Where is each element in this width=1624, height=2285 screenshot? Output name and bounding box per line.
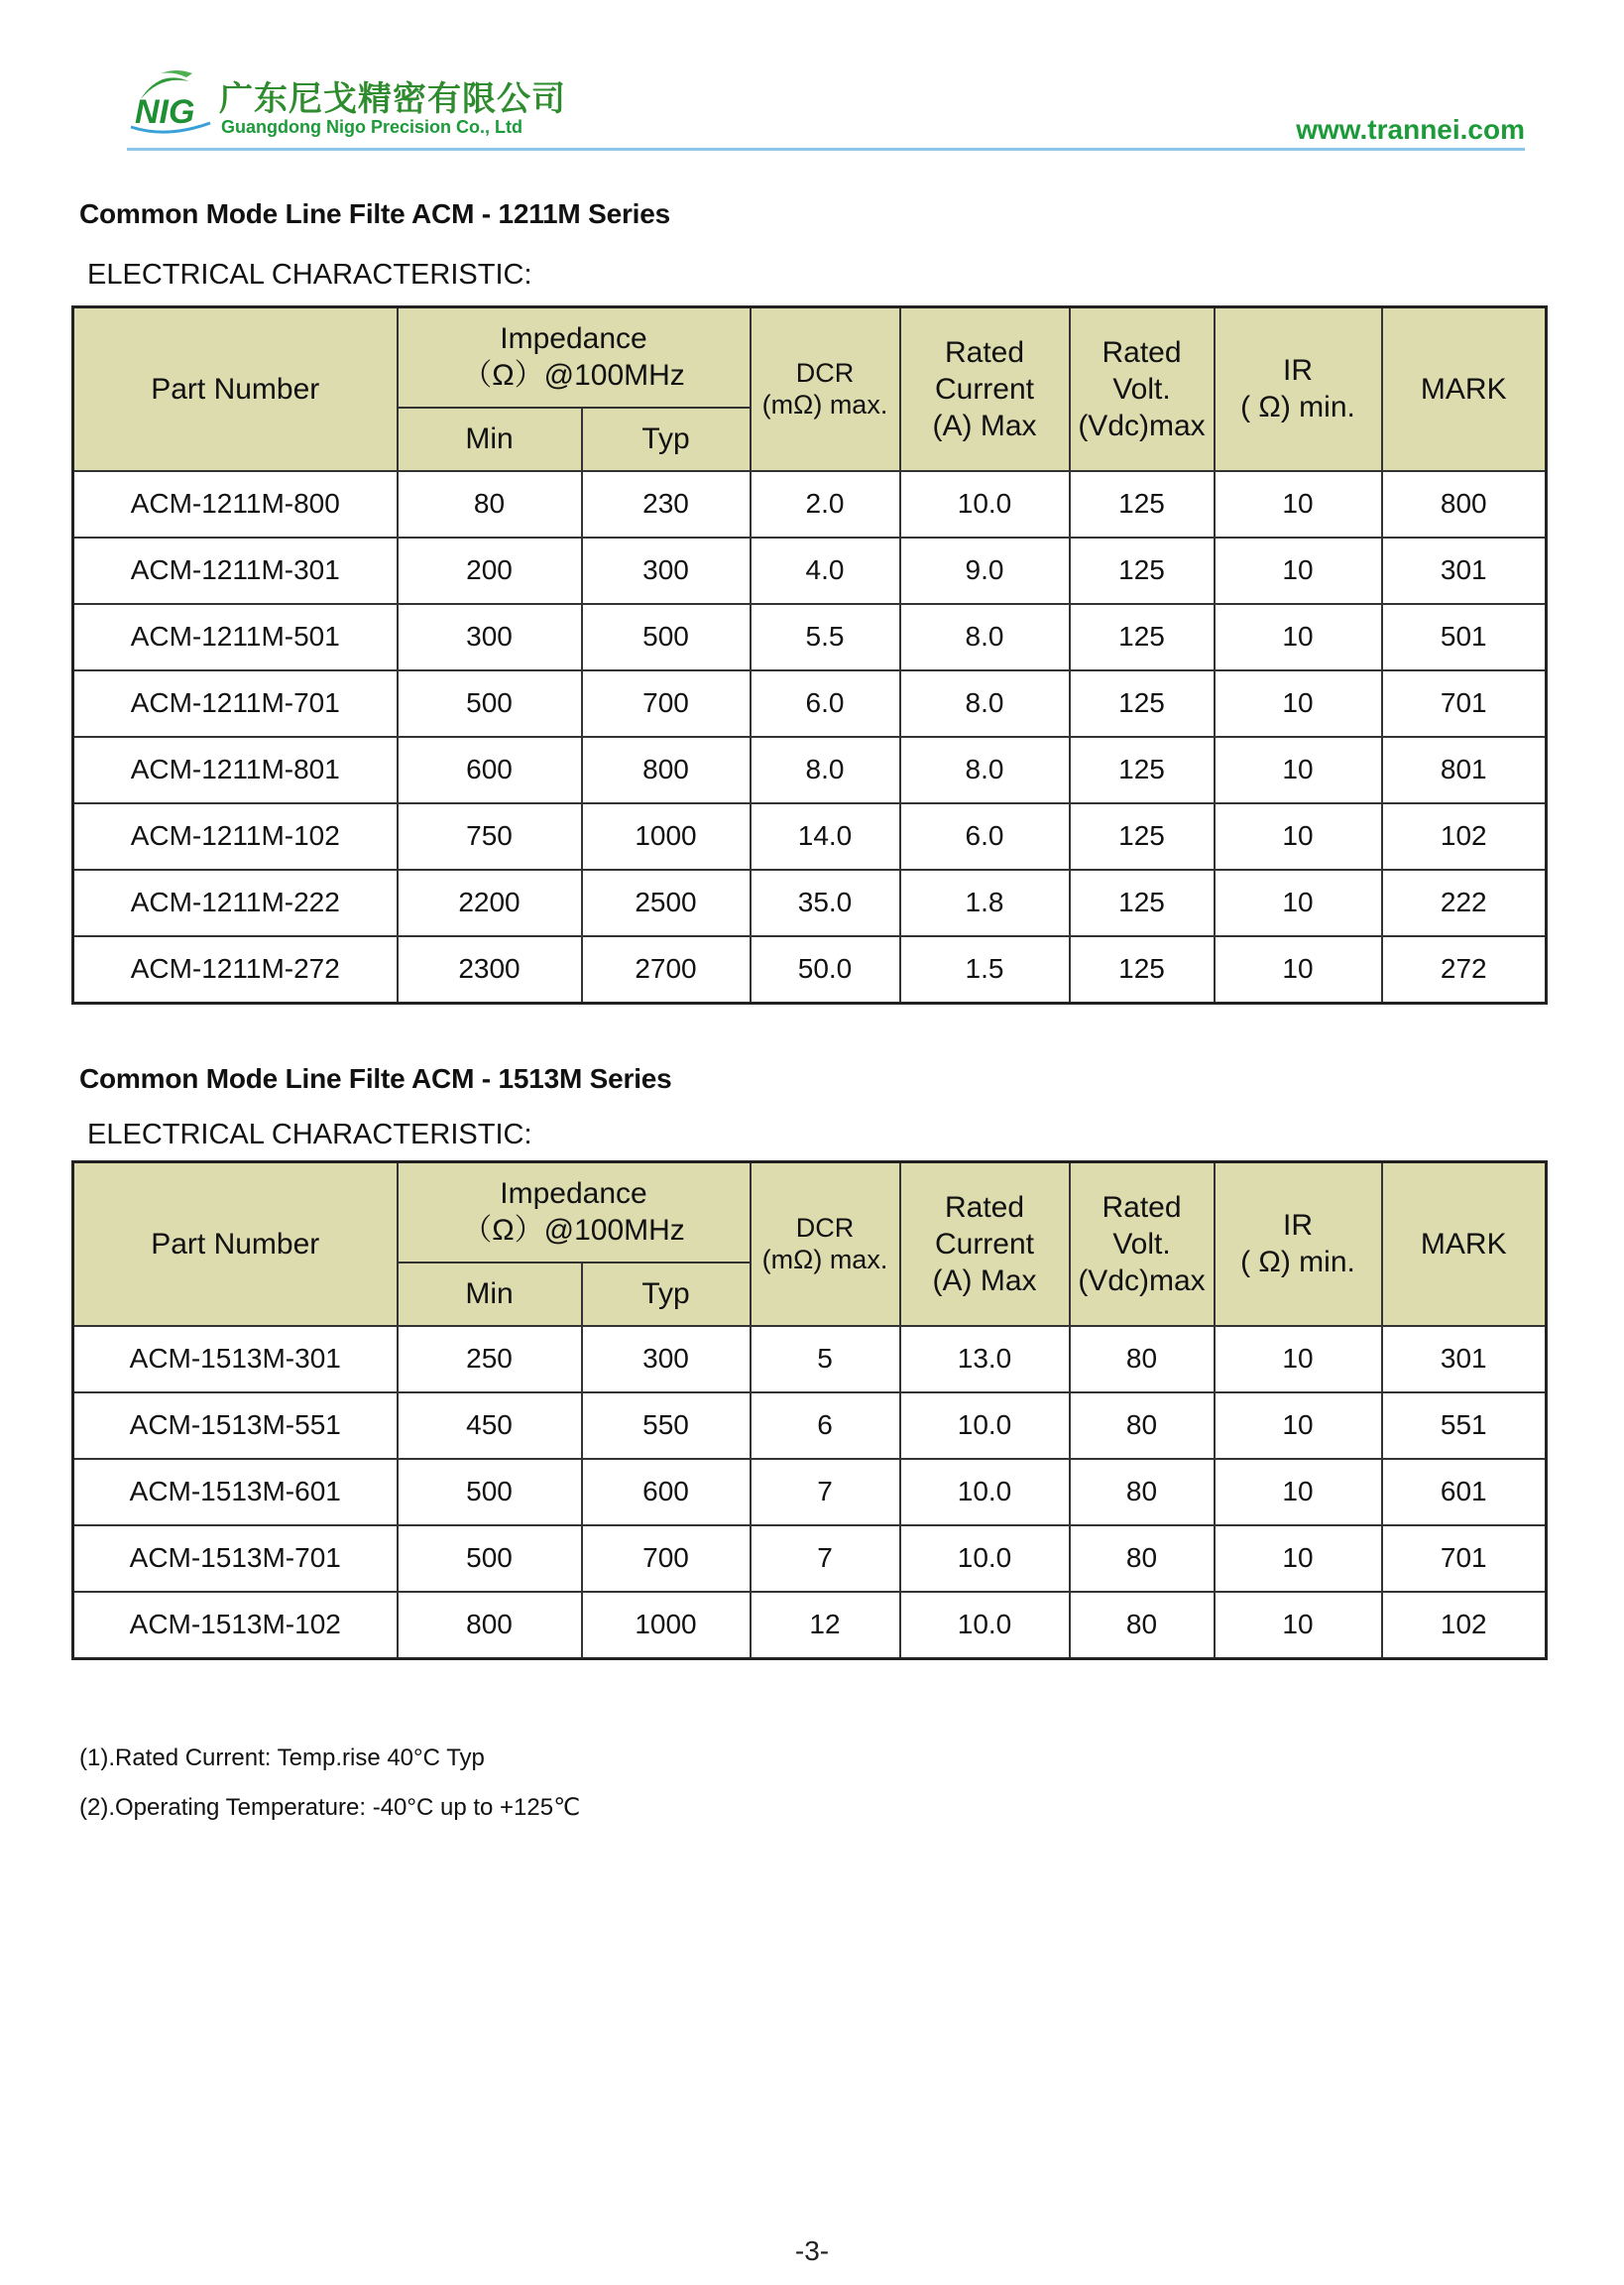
- cell-impedance-min: 500: [398, 670, 582, 737]
- cell-mark: 301: [1382, 1326, 1547, 1392]
- cell-ir: 10: [1215, 936, 1382, 1004]
- cell-rated-current: 1.8: [900, 870, 1070, 936]
- cell-rated-volt: 80: [1070, 1525, 1215, 1592]
- cell-rated-volt: 80: [1070, 1592, 1215, 1659]
- cell-dcr: 7: [751, 1459, 900, 1525]
- header-impedance-line1: Impedance: [500, 322, 647, 356]
- header-typ: Typ: [582, 408, 751, 471]
- cell-dcr: 5: [751, 1326, 900, 1392]
- cell-part-number: ACM-1211M-701: [73, 670, 398, 737]
- header-rated-current-line3: (A) Max: [932, 1263, 1037, 1297]
- cell-part-number: ACM-1513M-301: [73, 1326, 398, 1392]
- header-rated-current-line1: Rated: [944, 335, 1025, 369]
- header-impedance: [398, 1162, 751, 1263]
- table-body-1211m: [73, 471, 1547, 1004]
- company-name-english: Guangdong Nigo Precision Co., Ltd: [221, 117, 522, 137]
- header-rated-volt-line3: (Vdc)max: [1078, 409, 1206, 442]
- header-rated-volt-line2: Volt.: [1112, 372, 1171, 406]
- cell-impedance-typ: 2500: [582, 870, 751, 936]
- website-link[interactable]: www.trannei.com: [1296, 114, 1525, 145]
- cell-part-number: ACM-1211M-501: [73, 604, 398, 670]
- cell-rated-current: 10.0: [900, 1592, 1070, 1659]
- section-subtitle-1211m: ELECTRICAL CHARACTERISTIC:: [87, 259, 532, 291]
- header-mark: MARK: [1382, 307, 1547, 471]
- cell-ir: 10: [1215, 1525, 1382, 1592]
- cell-rated-current: 10.0: [900, 1525, 1070, 1592]
- cell-rated-current: 13.0: [900, 1326, 1070, 1392]
- header-mark: MARK: [1382, 1162, 1547, 1326]
- table-row: [73, 737, 1547, 803]
- header-rated-current-line3: (A) Max: [932, 409, 1037, 442]
- header-impedance-line1: Impedance: [500, 1177, 647, 1211]
- cell-rated-volt: 125: [1070, 604, 1215, 670]
- cell-part-number: ACM-1513M-102: [73, 1592, 398, 1659]
- cell-rated-volt: 125: [1070, 803, 1215, 870]
- table-row: [73, 936, 1547, 1004]
- header-rated-current: [900, 1162, 1070, 1326]
- header-impedance-line2: （Ω）@100MHz: [462, 1214, 685, 1248]
- spec-table-1211m: [71, 305, 1548, 1005]
- cell-mark: 601: [1382, 1459, 1547, 1525]
- cell-rated-volt: 125: [1070, 737, 1215, 803]
- cell-ir: 10: [1215, 604, 1382, 670]
- page-number: -3-: [794, 2235, 830, 2266]
- cell-mark: 102: [1382, 1592, 1547, 1659]
- section-title-1513m: Common Mode Line Filte ACM - 1513M Series: [79, 1063, 672, 1094]
- cell-impedance-typ: 550: [582, 1392, 751, 1459]
- cell-dcr: 8.0: [751, 737, 900, 803]
- cell-ir: 10: [1215, 870, 1382, 936]
- cell-impedance-min: 2300: [398, 936, 582, 1004]
- cell-ir: 10: [1215, 538, 1382, 604]
- note-operating-temperature: (2).Operating Temperature: -40°C up to +125℃: [79, 1794, 581, 1821]
- header-impedance: [398, 307, 751, 408]
- header-ir-line1: IR: [1283, 354, 1313, 388]
- table-row: [73, 670, 1547, 737]
- cell-impedance-typ: 2700: [582, 936, 751, 1004]
- cell-rated-volt: 125: [1070, 471, 1215, 538]
- cell-impedance-min: 600: [398, 737, 582, 803]
- note-rated-current: (1).Rated Current: Temp.rise 40°C Typ: [79, 1744, 485, 1771]
- cell-ir: 10: [1215, 1592, 1382, 1659]
- cell-mark: 501: [1382, 604, 1547, 670]
- cell-impedance-min: 450: [398, 1392, 582, 1459]
- header-dcr-line1: DCR: [795, 358, 855, 389]
- cell-part-number: ACM-1513M-701: [73, 1525, 398, 1592]
- header-rated-volt-line1: Rated: [1102, 335, 1182, 369]
- cell-mark: 701: [1382, 670, 1547, 737]
- header-rated-current-line1: Rated: [944, 1190, 1025, 1224]
- table-row: [73, 604, 1547, 670]
- cell-impedance-min: 80: [398, 471, 582, 538]
- cell-dcr: 50.0: [751, 936, 900, 1004]
- cell-mark: 551: [1382, 1392, 1547, 1459]
- cell-impedance-min: 200: [398, 538, 582, 604]
- cell-rated-current: 10.0: [900, 1459, 1070, 1525]
- cell-dcr: 5.5: [751, 604, 900, 670]
- cell-mark: 222: [1382, 870, 1547, 936]
- cell-dcr: 4.0: [751, 538, 900, 604]
- cell-dcr: 12: [751, 1592, 900, 1659]
- table-row: [73, 1592, 1547, 1659]
- cell-impedance-typ: 1000: [582, 803, 751, 870]
- cell-rated-current: 6.0: [900, 803, 1070, 870]
- cell-impedance-typ: 230: [582, 471, 751, 538]
- cell-impedance-typ: 300: [582, 1326, 751, 1392]
- svg-text:NIG: NIG: [135, 93, 195, 131]
- page-header: [127, 65, 1525, 155]
- cell-impedance-min: 500: [398, 1525, 582, 1592]
- header-dcr-line2: (mΩ) max.: [761, 390, 888, 421]
- header-part-number: Part Number: [73, 307, 398, 471]
- cell-impedance-min: 300: [398, 604, 582, 670]
- cell-dcr: 35.0: [751, 870, 900, 936]
- cell-mark: 801: [1382, 737, 1547, 803]
- table-row: [73, 1326, 1547, 1392]
- table-body-1513m: [73, 1326, 1547, 1659]
- header-ir-line1: IR: [1283, 1209, 1313, 1243]
- cell-ir: 10: [1215, 803, 1382, 870]
- table-row: [73, 1459, 1547, 1525]
- table-row: [73, 803, 1547, 870]
- footnotes: [79, 1734, 580, 1833]
- cell-part-number: ACM-1211M-102: [73, 803, 398, 870]
- header-rated-current-line2: Current: [934, 372, 1035, 406]
- table-row: [73, 538, 1547, 604]
- cell-impedance-typ: 800: [582, 737, 751, 803]
- header-ir-line2: ( Ω) min.: [1240, 391, 1355, 424]
- header-rated-volt: [1070, 1162, 1215, 1326]
- header-rated-volt-line3: (Vdc)max: [1078, 1263, 1206, 1297]
- cell-impedance-min: 750: [398, 803, 582, 870]
- cell-impedance-typ: 700: [582, 670, 751, 737]
- cell-rated-current: 9.0: [900, 538, 1070, 604]
- cell-dcr: 14.0: [751, 803, 900, 870]
- table-row: [73, 471, 1547, 538]
- cell-part-number: ACM-1211M-800: [73, 471, 398, 538]
- company-name-chinese: 广东尼戈精密有限公司: [219, 79, 566, 119]
- cell-impedance-typ: 500: [582, 604, 751, 670]
- cell-dcr: 6: [751, 1392, 900, 1459]
- header-divider: [127, 148, 1525, 151]
- cell-impedance-typ: 600: [582, 1459, 751, 1525]
- cell-part-number: ACM-1211M-222: [73, 870, 398, 936]
- cell-impedance-min: 250: [398, 1326, 582, 1392]
- cell-part-number: ACM-1211M-301: [73, 538, 398, 604]
- cell-rated-volt: 80: [1070, 1459, 1215, 1525]
- cell-impedance-min: 2200: [398, 870, 582, 936]
- cell-impedance-typ: 300: [582, 538, 751, 604]
- header-min: Min: [398, 408, 582, 471]
- cell-part-number: ACM-1513M-551: [73, 1392, 398, 1459]
- cell-part-number: ACM-1211M-801: [73, 737, 398, 803]
- header-dcr: [751, 307, 900, 471]
- section-title-1211m: Common Mode Line Filte ACM - 1211M Series: [79, 198, 670, 229]
- header-dcr-line1: DCR: [795, 1213, 855, 1244]
- header-part-number: Part Number: [73, 1162, 398, 1326]
- cell-ir: 10: [1215, 1326, 1382, 1392]
- header-dcr: [751, 1162, 900, 1326]
- header-ir-line2: ( Ω) min.: [1240, 1246, 1355, 1279]
- cell-rated-volt: 80: [1070, 1326, 1215, 1392]
- cell-rated-current: 8.0: [900, 604, 1070, 670]
- header-ir: [1215, 1162, 1382, 1326]
- cell-ir: 10: [1215, 1392, 1382, 1459]
- cell-rated-current: 10.0: [900, 1392, 1070, 1459]
- header-rated-volt-line2: Volt.: [1112, 1227, 1171, 1261]
- header-min: Min: [398, 1263, 582, 1326]
- cell-dcr: 7: [751, 1525, 900, 1592]
- cell-mark: 701: [1382, 1525, 1547, 1592]
- cell-mark: 800: [1382, 471, 1547, 538]
- cell-dcr: 2.0: [751, 471, 900, 538]
- cell-part-number: ACM-1211M-272: [73, 936, 398, 1004]
- header-dcr-line2: (mΩ) max.: [761, 1245, 888, 1275]
- cell-rated-current: 1.5: [900, 936, 1070, 1004]
- cell-rated-current: 8.0: [900, 670, 1070, 737]
- cell-mark: 272: [1382, 936, 1547, 1004]
- table-row: [73, 870, 1547, 936]
- header-rated-volt-line1: Rated: [1102, 1190, 1182, 1224]
- company-logo: [127, 65, 216, 135]
- cell-rated-volt: 80: [1070, 1392, 1215, 1459]
- cell-rated-volt: 125: [1070, 670, 1215, 737]
- header-rated-current: [900, 307, 1070, 471]
- header-impedance-line2: （Ω）@100MHz: [462, 359, 685, 393]
- cell-ir: 10: [1215, 737, 1382, 803]
- cell-rated-volt: 125: [1070, 936, 1215, 1004]
- header-typ: Typ: [582, 1263, 751, 1326]
- cell-mark: 102: [1382, 803, 1547, 870]
- cell-impedance-min: 800: [398, 1592, 582, 1659]
- cell-impedance-typ: 1000: [582, 1592, 751, 1659]
- header-rated-volt: [1070, 307, 1215, 471]
- cell-part-number: ACM-1513M-601: [73, 1459, 398, 1525]
- header-rated-current-line2: Current: [934, 1227, 1035, 1261]
- cell-rated-current: 8.0: [900, 737, 1070, 803]
- cell-rated-volt: 125: [1070, 870, 1215, 936]
- cell-rated-current: 10.0: [900, 471, 1070, 538]
- header-ir: [1215, 307, 1382, 471]
- cell-ir: 10: [1215, 1459, 1382, 1525]
- cell-rated-volt: 125: [1070, 538, 1215, 604]
- cell-dcr: 6.0: [751, 670, 900, 737]
- cell-ir: 10: [1215, 670, 1382, 737]
- section-subtitle-1513m: ELECTRICAL CHARACTERISTIC:: [87, 1119, 532, 1150]
- cell-ir: 10: [1215, 471, 1382, 538]
- cell-impedance-typ: 700: [582, 1525, 751, 1592]
- cell-mark: 301: [1382, 538, 1547, 604]
- cell-impedance-min: 500: [398, 1459, 582, 1525]
- spec-table-1513m: [71, 1160, 1548, 1660]
- table-row: [73, 1525, 1547, 1592]
- table-row: [73, 1392, 1547, 1459]
